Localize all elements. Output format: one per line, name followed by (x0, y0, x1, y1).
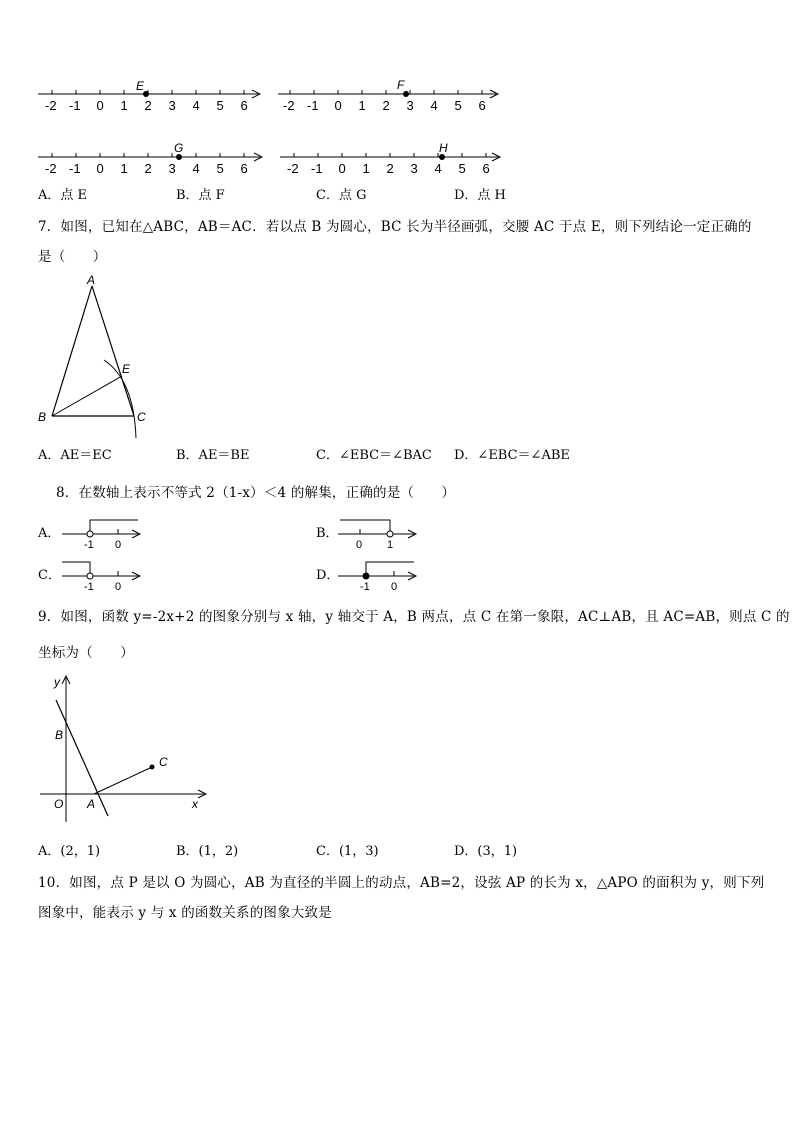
q7-label-b: B (38, 410, 47, 424)
tick-label: -2 (45, 161, 57, 176)
q8-a-tick-2: 0 (115, 539, 122, 551)
number-line-e (38, 79, 260, 113)
q7-option-b[interactable]: B．AE＝BE (176, 448, 250, 463)
point-f-label: F (397, 78, 405, 92)
tick-label: 4 (192, 161, 200, 176)
q10-stem-line2: 图象中，能表示 y 与 x 的函数关系的图象大致是 (38, 905, 332, 921)
q7-option-c[interactable]: C．∠EBC＝∠BAC (316, 448, 432, 463)
tick-label: -2 (287, 161, 299, 176)
q9-option-b[interactable]: B．(1，2) (176, 844, 239, 859)
q9-option-a[interactable]: A．(2，1) (38, 844, 101, 859)
number-line-g (38, 141, 262, 176)
q8-a-tick-1: -1 (84, 539, 94, 551)
tick-label: 4 (434, 161, 442, 176)
number-line-h (280, 141, 500, 176)
tick-label: 2 (386, 161, 394, 176)
q7-option-d[interactable]: D．∠EBC＝∠ABE (454, 448, 570, 463)
tick-label: 1 (362, 161, 370, 176)
q7-label-a: A (87, 273, 96, 287)
tick-label: -2 (283, 98, 295, 113)
q8-option-b-letter[interactable]: B． (316, 526, 339, 541)
tick-label: 3 (406, 98, 414, 113)
tick-label: -2 (45, 98, 57, 113)
number-line-f (278, 78, 498, 113)
tick-label: 1 (358, 98, 366, 113)
q8-option-a-number-line[interactable] (58, 514, 142, 554)
q9-label-y: y (54, 675, 60, 689)
q6-option-a[interactable]: A．点 E (38, 188, 88, 203)
q9-label-x: x (192, 797, 198, 811)
q8-d-tick-1: -1 (360, 581, 370, 593)
tick-label: 6 (482, 161, 490, 176)
tick-label: 5 (216, 98, 224, 113)
q8-b-tick-2: 1 (387, 539, 394, 551)
q7-stem-line2: 是（ ） (38, 249, 107, 265)
tick-label: 4 (430, 98, 438, 113)
q9-stem-line1: 9．如图，函数 y=-2x+2 的图象分别与 x 轴，y 轴交于 A，B 两点，点 C 在第一象限，AC⊥AB，且 AC=AB，则点 C 的 (38, 609, 790, 625)
q7-triangle-figure (34, 272, 164, 440)
q9-coordinate-figure (34, 672, 214, 834)
point-g-label: G (174, 141, 184, 155)
q6-option-b[interactable]: B．点 F (176, 188, 225, 203)
tick-label: -1 (311, 161, 323, 176)
q8-b-tick-1: 0 (356, 539, 363, 551)
q8-option-d-number-line[interactable] (334, 556, 418, 596)
q8-d-tick-2: 0 (391, 581, 398, 593)
q6-option-c[interactable]: C．点 G (316, 188, 367, 203)
tick-label: 5 (216, 161, 224, 176)
tick-label: 3 (168, 161, 176, 176)
q8-c-tick-1: -1 (84, 581, 94, 593)
tick-label: -1 (69, 161, 81, 176)
q8-option-b-number-line[interactable] (334, 514, 418, 554)
point-e-label: E (136, 79, 145, 93)
tick-label: 0 (96, 161, 104, 176)
tick-label: 1 (120, 98, 128, 113)
tick-label: 5 (454, 98, 462, 113)
tick-label: 0 (334, 98, 342, 113)
number-lines-q6 (30, 72, 510, 184)
tick-label: 3 (168, 98, 176, 113)
q9-option-d[interactable]: D．(3，1) (454, 844, 518, 859)
tick-label: 6 (478, 98, 486, 113)
q7-label-e: E (122, 362, 131, 376)
q10-stem-line1: 10．如图，点 P 是以 O 为圆心，AB 为直径的半圆上的动点，AB=2，设弦 AP 的长为 x，△APO 的面积为 y，则下列 (38, 875, 765, 891)
tick-label: 0 (338, 161, 346, 176)
tick-label: 1 (120, 161, 128, 176)
q8-option-a-letter[interactable]: A． (38, 526, 61, 541)
tick-label: 4 (192, 98, 200, 113)
q9-option-c[interactable]: C．(1，3) (316, 844, 379, 859)
q7-stem-line1: 7．如图，已知在△ABC，AB＝AC．若以点 B 为圆心，BC 长为半径画弧，交腰 AC 于点 E，则下列结论一定正确的 (38, 219, 752, 235)
tick-label: 6 (240, 98, 248, 113)
q8-stem: 8．在数轴上表示不等式 2（1-x）＜4 的解集，正确的是（ ） (56, 485, 456, 501)
point-h-label: H (439, 141, 448, 155)
q9-label-c: C (159, 755, 168, 769)
q7-label-c: C (137, 410, 146, 424)
tick-label: 2 (144, 98, 152, 113)
q9-label-b: B (55, 728, 64, 742)
q9-label-a: A (87, 797, 96, 811)
q8-option-c-letter[interactable]: C． (38, 568, 61, 583)
tick-label: -1 (307, 98, 319, 113)
q9-stem-line2: 坐标为（ ） (38, 645, 134, 661)
q6-option-d[interactable]: D．点 H (454, 188, 506, 203)
tick-label: -1 (69, 98, 81, 113)
tick-label: 6 (240, 161, 248, 176)
q7-option-a[interactable]: A．AE＝EC (38, 448, 112, 463)
tick-label: 2 (382, 98, 390, 113)
tick-label: 2 (144, 161, 152, 176)
tick-label: 3 (410, 161, 418, 176)
tick-label: 5 (458, 161, 466, 176)
q8-option-c-number-line[interactable] (58, 556, 142, 596)
q8-option-d-letter[interactable]: D． (316, 568, 340, 583)
q9-label-o: O (54, 797, 64, 811)
q8-c-tick-2: 0 (115, 581, 122, 593)
tick-label: 0 (96, 98, 104, 113)
